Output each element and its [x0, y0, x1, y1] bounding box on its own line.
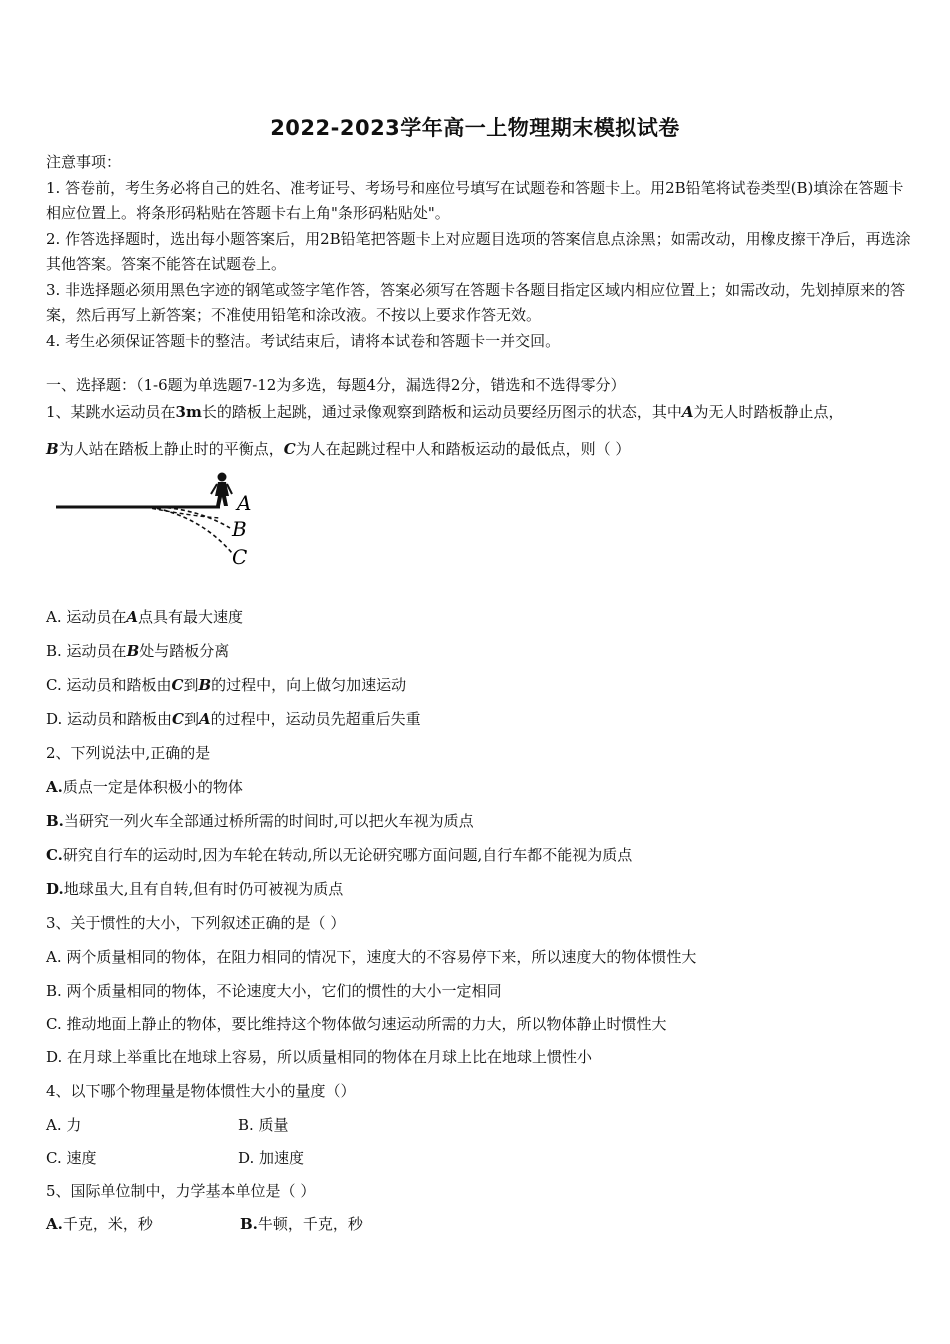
q2-option-text: 地球虽大,且有自转,但有时仍可被视为质点: [63, 880, 344, 898]
q1-option-a: [46, 606, 243, 627]
page-title: 2022-2023学年高一上物理期末模拟试卷: [270, 116, 680, 140]
q1-point-a: A: [681, 403, 694, 421]
q1-text: 为人在起跳过程中人和踏板运动的最低点，则（ ）: [295, 440, 631, 458]
q1-length: 3m: [175, 403, 202, 421]
q1-option-b-text: B. 运动员在: [46, 642, 127, 660]
q2-option-letter: C.: [46, 846, 63, 864]
q3-option-d: D. 在月球上举重比在地球上容易，所以质量相同的物体在月球上比在地球上惯性小: [46, 1048, 593, 1066]
q2-option-letter: D.: [46, 880, 64, 898]
springboard-figure: [50, 466, 260, 574]
q2-stem: 2、下列说法中,正确的是: [46, 744, 211, 762]
q1-option-d-text: 到: [183, 710, 199, 728]
q1-stem-line1: [46, 401, 844, 422]
q1-option-d: [46, 708, 421, 729]
q1-option-d-point: A: [199, 710, 211, 728]
notice-item-2: 2. 作答选择题时，选出每小题答案后，用2B铅笔把答题卡上对应题目选项的答案信息点涂黑；如需改动，用橡皮擦干净后，再选涂其他答案。答案不能答在试题卷上。: [46, 229, 911, 273]
q4-option-c: C. 速度: [46, 1149, 97, 1167]
notice-item-4: 4. 考生必须保证答题卡的整洁。考试结束后，请将本试卷和答题卡一并交回。: [46, 331, 561, 350]
notice-item-3: 3. 非选择题必须用黑色字迹的钢笔或签字笔作答，答案必须写在答题卡各题目指定区域内相应位置上；如需改动，先划掉原来的答案，然后再写上新答案；不准使用铅笔和涂改液。不按以上要求作答无效。: [46, 280, 906, 324]
q1-point-c: C: [283, 440, 296, 458]
q1-point-b: B: [46, 440, 59, 458]
q5-option-letter: B.: [240, 1215, 258, 1233]
q4-option-b: B. 质量: [238, 1116, 289, 1134]
q1-option-a-text: 点具有最大速度: [138, 608, 244, 626]
q2-option-letter: B.: [46, 812, 64, 830]
q1-option-c: [46, 674, 406, 695]
figure-label-b: B: [232, 517, 247, 541]
q1-option-b: [46, 640, 229, 661]
q1-option-d-text: 的过程中，运动员先超重后失重: [210, 710, 421, 728]
q5-option-a: [46, 1213, 153, 1234]
diver-icon: [211, 473, 232, 507]
q3-stem: 3、关于惯性的大小，下列叙述正确的是（ ）: [46, 914, 346, 932]
q2-option-text: 质点一定是体积极小的物体: [62, 778, 243, 796]
q4-option-a: A. 力: [46, 1116, 82, 1134]
q1-text: 为人站在踏板上静止时的平衡点，: [58, 440, 284, 458]
figure-label-a: A: [237, 491, 252, 515]
q1-stem-line2: [46, 438, 630, 459]
q1-text: 长的踏板上起跳，通过录像观察到踏板和运动员要经历图示的状态，其中: [201, 403, 682, 421]
q5-option-letter: A.: [46, 1215, 63, 1233]
q1-text: 1、某跳水运动员在: [46, 403, 176, 421]
q1-option-d-point: C: [172, 710, 184, 728]
q2-option-b: [46, 810, 474, 831]
q1-option-a-text: A. 运动员在: [46, 608, 127, 626]
q2-option-a: [46, 776, 243, 797]
q2-option-d: [46, 878, 343, 899]
q2-option-text: 当研究一列火车全部通过桥所需的时间时,可以把火车视为质点: [63, 812, 474, 830]
section-heading: 一、选择题：（1-6题为单选题7-12为多选，每题4分，漏选得2分，错选和不选得零分）: [46, 376, 626, 394]
q2-option-text: 研究自行车的运动时,因为车轮在转动,所以无论研究哪方面问题,自行车都不能视为质点: [62, 846, 633, 864]
q1-option-b-text: 处与踏板分离: [139, 642, 230, 660]
q3-option-c: C. 推动地面上静止的物体，要比维持这个物体做匀速运动所需的力大，所以物体静止时惯性大: [46, 1015, 667, 1033]
q1-option-b-point: B: [126, 642, 140, 660]
q1-option-c-text: C. 运动员和踏板由: [46, 676, 172, 694]
q2-option-letter: A.: [46, 778, 63, 796]
q1-option-c-point: B: [198, 676, 212, 694]
q1-option-c-point: C: [171, 676, 184, 694]
q5-option-text: 千克，米，秒: [62, 1215, 153, 1233]
q1-text: 为无人时踏板静止点，: [693, 403, 844, 421]
q1-option-a-point: A: [126, 608, 139, 626]
q2-option-c: [46, 844, 632, 865]
notice-block: [46, 150, 911, 354]
q5-option-b: [240, 1213, 363, 1234]
notice-item-1: 1. 答卷前，考生务必将自己的姓名、准考证号、考场号和座位号填写在试题卷和答题卡上。用2B铅笔将试卷类型(B)填涂在答题卡相应位置上。将条形码粘贴在答题卡右上角"条形码粘贴处"。: [46, 178, 904, 222]
q1-option-c-text: 的过程中，向上做匀加速运动: [211, 676, 407, 694]
q1-option-c-text: 到: [183, 676, 199, 694]
q3-option-a: A. 两个质量相同的物体，在阻力相同的情况下，速度大的不容易停下来，所以速度大的物体惯性大: [46, 948, 697, 966]
notice-heading: 注意事项：: [46, 153, 122, 171]
q4-stem: 4、以下哪个物理量是物体惯性大小的量度（）: [46, 1082, 356, 1100]
q1-option-d-text: D. 运动员和踏板由: [46, 710, 173, 728]
figure-label-c: C: [232, 545, 248, 569]
q5-option-text: 牛顿，千克，秒: [257, 1215, 363, 1233]
q5-stem: 5、国际单位制中，力学基本单位是（ ）: [46, 1182, 316, 1200]
q3-option-b: B. 两个质量相同的物体，不论速度大小，它们的惯性的大小一定相同: [46, 982, 502, 1000]
q4-option-d: D. 加速度: [238, 1149, 305, 1167]
